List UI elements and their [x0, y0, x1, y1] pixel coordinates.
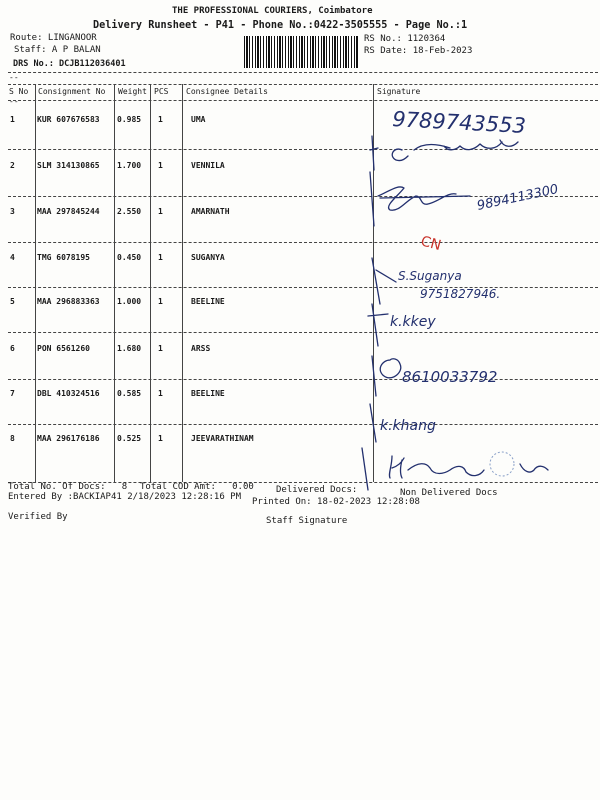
cell-sno: 3: [10, 207, 15, 216]
dash-mark: --: [9, 97, 19, 106]
col-consignee: Consignee Details: [186, 87, 268, 96]
cell-consignee: UMA: [191, 115, 206, 124]
column-divider: [35, 84, 36, 482]
cell-consignment: PON 6561260: [37, 344, 90, 353]
cell-sno: 7: [10, 389, 15, 398]
handwritten-phone-row6: 8610033792: [402, 368, 498, 386]
cell-consignee: JEEVARATHINAM: [191, 434, 254, 443]
row-separator: [8, 424, 598, 425]
cell-weight: 0.525: [117, 434, 142, 443]
handwritten-phone-row4: 9751827946.: [420, 287, 501, 301]
cell-sno: 2: [10, 161, 15, 170]
runsheet-subtitle: Delivery Runsheet - P41 - Phone No.:0422-3505555 - Page No.:1: [93, 20, 468, 31]
handwritten-sig-row5: k.kkey: [390, 314, 436, 330]
cell-consignee: SUGANYA: [191, 253, 225, 262]
entered-by: Entered By :BACKIAP41 2/18/2023 12:28:16 PM: [8, 492, 241, 502]
cell-sno: 4: [10, 253, 15, 262]
col-weight: Weight: [118, 87, 147, 96]
cell-sno: 6: [10, 344, 15, 353]
cell-consignment: MAA 296883363: [37, 297, 100, 306]
cell-consignee: VENNILA: [191, 161, 225, 170]
cell-pcs: 1: [158, 297, 163, 306]
column-divider: [114, 84, 115, 482]
cell-pcs: 1: [158, 207, 163, 216]
handwritten-phone-row2: 9894113300: [475, 182, 560, 214]
row-separator: [8, 379, 598, 380]
cell-pcs: 1: [158, 389, 163, 398]
cell-sno: 8: [10, 434, 15, 443]
handwritten-sig-row7: k.khang: [380, 418, 436, 434]
cell-consignment: KUR 607676583: [37, 115, 100, 124]
cell-weight: 0.450: [117, 253, 142, 262]
verified-by: Verified By: [8, 512, 68, 522]
cell-pcs: 1: [158, 344, 163, 353]
handwritten-phone-row1: 9789743553: [391, 107, 527, 138]
cell-weight: 1.680: [117, 344, 142, 353]
cell-consignment: MAA 297845244: [37, 207, 100, 216]
barcode: [244, 36, 358, 68]
col-pcs: PCS: [154, 87, 169, 96]
col-sno: S No: [9, 87, 29, 96]
cell-pcs: 1: [158, 115, 163, 124]
staff-signature-label: Staff Signature: [266, 516, 348, 526]
cell-consignment: DBL 410324516: [37, 389, 100, 398]
drs-number: DRS No.: DCJB112036401: [13, 59, 126, 69]
handwritten-name-row4: S.Suganya: [398, 269, 462, 283]
row-separator: [8, 149, 598, 150]
row-separator: [8, 242, 598, 243]
company-title: THE PROFESSIONAL COURIERS, Coimbatore: [172, 6, 373, 16]
total-docs: Total No. Of Docs: 8: [8, 482, 128, 492]
non-delivered-docs: Non Delivered Docs: [400, 488, 498, 498]
column-divider: [150, 84, 151, 482]
rs-date: RS Date: 18-Feb-2023: [364, 46, 473, 56]
dash-mark: --: [9, 73, 19, 82]
row-separator: [8, 196, 598, 197]
separator: [8, 72, 598, 73]
column-divider: [373, 84, 374, 482]
cell-consignment: TMG 6078195: [37, 253, 90, 262]
rs-number: RS No.: 1120364: [364, 34, 446, 44]
cell-consignee: ARSS: [191, 344, 211, 353]
delivered-docs: Delivered Docs:: [276, 485, 358, 495]
separator: [8, 100, 598, 101]
cell-weight: 2.550: [117, 207, 142, 216]
cell-consignee: BEELINE: [191, 389, 225, 398]
cell-pcs: 1: [158, 253, 163, 262]
cell-weight: 1.700: [117, 161, 142, 170]
total-cod: Total COD Amt: 0.00: [140, 482, 254, 492]
staff-label: Staff: A P BALAN: [14, 45, 101, 55]
col-consignment: Consignment No: [38, 87, 106, 96]
separator: [8, 84, 598, 85]
route-label: Route: LINGANOOR: [10, 33, 97, 43]
cell-weight: 0.985: [117, 115, 142, 124]
cell-consignment: SLM 314130865: [37, 161, 100, 170]
row-separator: [8, 287, 598, 288]
row-separator: [8, 332, 598, 333]
cell-consignee: BEELINE: [191, 297, 225, 306]
handwritten-cn: CN: [418, 233, 443, 255]
cell-weight: 1.000: [117, 297, 142, 306]
cell-sno: 5: [10, 297, 15, 306]
cell-consignee: AMARNATH: [191, 207, 230, 216]
cell-sno: 1: [10, 115, 15, 124]
cell-pcs: 1: [158, 161, 163, 170]
cell-consignment: MAA 296176186: [37, 434, 100, 443]
cell-weight: 0.585: [117, 389, 142, 398]
col-signature: Signature: [377, 87, 421, 96]
cell-pcs: 1: [158, 434, 163, 443]
column-divider: [182, 84, 183, 482]
printed-on: Printed On: 18-02-2023 12:28:08: [252, 497, 420, 507]
